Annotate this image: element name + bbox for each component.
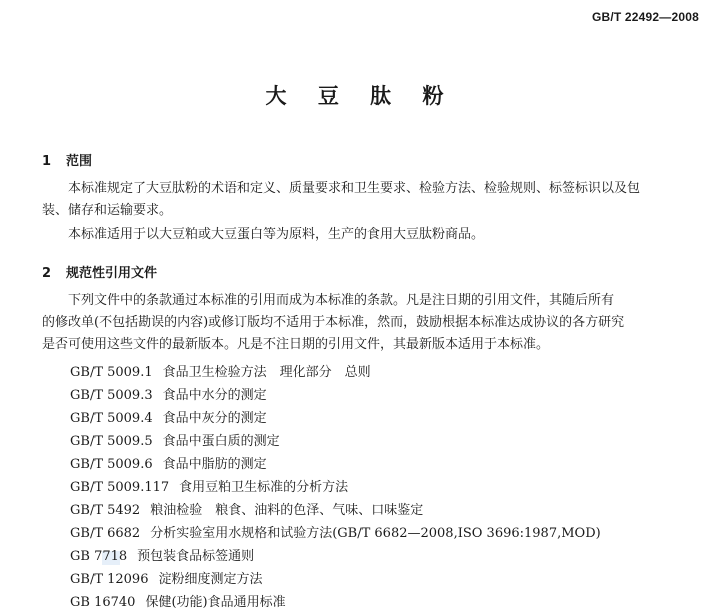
reference-code: GB/T 5009.1 — [70, 365, 153, 380]
paragraph-line — [42, 200, 692, 222]
reference-item — [70, 407, 601, 430]
reference-list — [70, 361, 601, 614]
reference-title: 淀粉细度测定方法 — [158, 572, 263, 587]
reference-code: GB/T 5009.4 — [70, 411, 153, 426]
reference-item — [70, 430, 601, 453]
reference-title: 食品卫生检验方法 理化部分 总则 — [162, 365, 371, 380]
reference-code: GB 7718 — [70, 549, 128, 564]
reference-code: GB/T 12096 — [70, 572, 149, 587]
paragraph-text: 的修改单(不包括勘误的内容)或修订版均不适用于本标准，然而，鼓励根据本标准达成协议的各方研究 — [42, 315, 625, 330]
section-number: 1 — [42, 154, 52, 169]
paragraph-text: 下列文件中的条款通过本标准的引用而成为本标准的条款。凡是注日期的引用文件，其随后所有 — [68, 293, 615, 308]
section-2-paragraph — [42, 290, 692, 356]
reference-title: 食品中灰分的测定 — [162, 411, 267, 426]
reference-item — [70, 522, 601, 545]
section-title: 范围 — [66, 154, 93, 169]
paragraph-line — [42, 334, 692, 356]
section-1-heading — [42, 150, 92, 169]
reference-item — [70, 476, 601, 499]
section-1-paragraph-1 — [42, 178, 692, 222]
standard-code: GB/T 22492—2008 — [591, 10, 699, 24]
reference-item — [70, 499, 601, 522]
paragraph-text: 装、储存和运输要求。 — [42, 203, 173, 218]
reference-title: 食品中水分的测定 — [162, 388, 267, 403]
reference-code: GB/T 5009.6 — [70, 457, 153, 472]
reference-code: GB/T 5009.5 — [70, 434, 153, 449]
section-2-heading — [42, 262, 157, 281]
paragraph-line — [42, 178, 692, 200]
reference-item — [70, 384, 601, 407]
reference-item — [70, 545, 601, 568]
reference-item — [70, 568, 601, 591]
section-title: 规范性引用文件 — [66, 266, 158, 281]
reference-item — [70, 453, 601, 476]
paragraph-line — [42, 312, 692, 334]
section-number: 2 — [42, 266, 52, 281]
reference-code: GB/T 6682 — [70, 526, 141, 541]
section-1-paragraph-2 — [42, 224, 692, 246]
reference-title: 食品中蛋白质的测定 — [162, 434, 280, 449]
reference-title: 分析实验室用水规格和试验方法(GB/T 6682—2008,ISO 3696:1987,MOD) — [150, 526, 601, 541]
reference-code: GB 16740 — [70, 595, 136, 610]
reference-title: 保健(功能)食品通用标准 — [145, 595, 286, 610]
reference-title: 预包装食品标签通则 — [137, 549, 255, 564]
reference-title: 食用豆粕卫生标准的分析方法 — [179, 480, 349, 495]
reference-item — [70, 591, 601, 614]
document-title: 大 豆 肽 粉 — [265, 84, 456, 108]
reference-code: GB/T 5492 — [70, 503, 141, 518]
paragraph-line — [42, 224, 692, 246]
reference-item — [70, 361, 601, 384]
reference-code: GB/T 5009.3 — [70, 388, 153, 403]
paragraph-text: 是否可使用这些文件的最新版本。凡是不注日期的引用文件，其最新版本适用于本标准。 — [42, 337, 550, 352]
reference-code: GB/T 5009.117 — [70, 480, 170, 495]
reference-title: 粮油检验 粮食、油料的色泽、气味、口味鉴定 — [150, 503, 424, 518]
paragraph-line — [42, 290, 692, 312]
paragraph-text: 本标准规定了大豆肽粉的术语和定义、质量要求和卫生要求、检验方法、检验规则、标签标识以及包 — [68, 181, 641, 196]
reference-title: 食品中脂肪的测定 — [162, 457, 267, 472]
paragraph-text: 本标准适用于以大豆粕或大豆蛋白等为原料，生产的食用大豆肽粉商品。 — [68, 227, 485, 242]
